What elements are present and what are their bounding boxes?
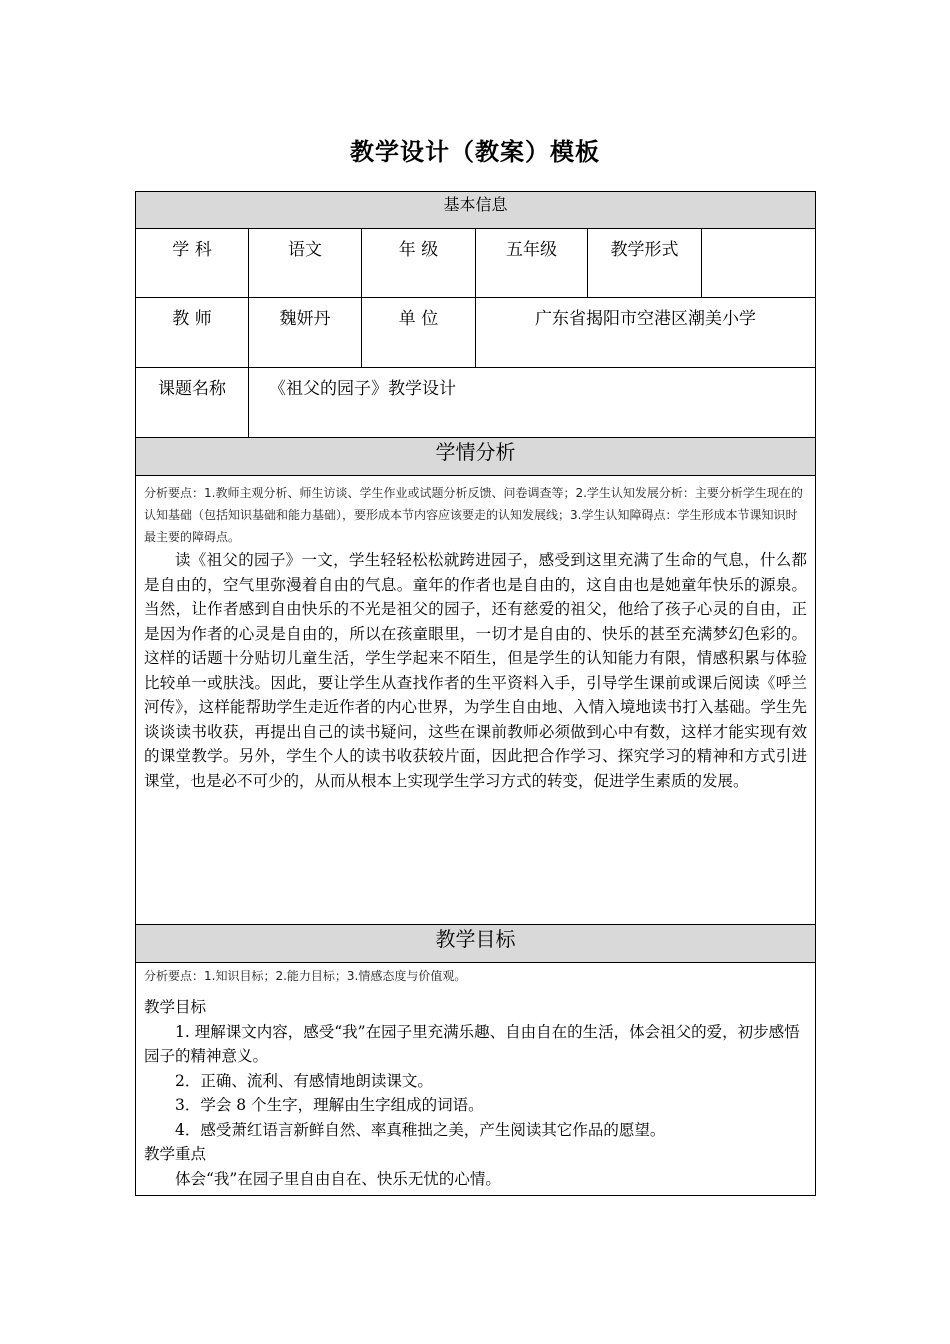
form-value — [702, 229, 815, 235]
form-value-cell — [702, 229, 816, 298]
grade-label-cell — [362, 229, 476, 298]
unit-value: 广东省揭阳市空港区潮美小学 — [535, 309, 757, 329]
teacher-label: 教 师 — [172, 309, 212, 329]
analysis-note: 分析要点：1.教师主观分析、师生访谈、学生作业或试题分析反馈、问卷调查等；2.学生认知发展分析：主要分析学生现在的认知基础（包括知识基础和能力基础），要形成本节内容应该要走的认知发展线；3.学生认知障碍点：学生形成本节课知识时最主要的障碍点。 — [144, 486, 803, 544]
goal-item-4: 4．感受萧红语言新鲜自然、率真稚拙之美，产生阅读其它作品的愿望。 — [175, 1120, 666, 1139]
lesson-plan-table — [135, 191, 816, 1196]
focus-text: 体会“我”在园子里自由自在、快乐无忧的心情。 — [175, 1169, 501, 1188]
goal-item-2: 2．正确、流利、有感情地朗读课文。 — [175, 1071, 433, 1090]
unit-label-cell — [362, 298, 476, 368]
goal-item-3: 3．学会 8 个生字，理解由生字组成的词语。 — [175, 1096, 484, 1114]
objectives-content — [136, 963, 816, 1196]
objectives-header: 教学目标 — [136, 925, 816, 963]
teacher-value: 魏妍丹 — [279, 309, 331, 329]
grade-value-cell — [476, 229, 588, 298]
grade-label: 年 级 — [398, 240, 439, 260]
objectives-note: 分析要点：1.知识目标；2.能力目标；3.情感态度与价值观。 — [144, 969, 467, 983]
analysis-content — [136, 476, 816, 925]
focus-title: 教学重点 — [144, 1145, 207, 1163]
topic-value: 《祖父的园子》教学设计 — [269, 379, 456, 399]
basic-info-header: 基本信息 — [136, 192, 816, 229]
analysis-header: 学情分析 — [136, 438, 816, 476]
grade-value: 五年级 — [506, 240, 557, 260]
subject-label: 学 科 — [172, 240, 212, 260]
goal-item-1: 1. 理解课文内容，感受“我”在园子里充满乐趣、自由自在的生活，体会祖父的爱，初步感悟园子的精神意义。 — [144, 1022, 800, 1065]
analysis-body: 读《祖父的园子》一文，学生轻轻松松就跨进园子，感受到这里充满了生命的气息，什么都是自由的，空气里弥漫着自由的气息。童年的作者也是自由的，这自由也是她童年快乐的源泉。当然，让作者感到自由快乐的不光是祖父的园子，还有慈爱的祖父，他给了孩子心灵的自由，正是因为作者的心灵是自由的，所以在孩童眼里，一切才是自由的、快乐的甚至充满梦幻色彩的。这样的话题十分贴切儿童生活，学生学起来不陌生，但是学生的认知能力有限，情感积累与体验比较单一或肤浅。因此，要让学生从查找作者的生平资料入手，引导学生课前或课后阅读《呼兰河传》，这样能帮助学生走近作者的内心世界，为学生自由地、入情入境地读书打入基础。学生先谈谈读书收获，再提出自己的读书疑问，这些在课前教师必须做到心中有数，这样才能实现有效的课堂教学。另外，学生个人的读书收获较片面，因此把合作学习、探究学习的精神和方式引进课堂，也是必不可少的，从而从根本上实现学生学习方式的转变，促进学生素质的发展。 — [144, 551, 808, 790]
subject-value: 语文 — [288, 240, 322, 260]
topic-value-cell — [249, 368, 816, 438]
goals-title: 教学目标 — [144, 998, 207, 1016]
topic-label: 课题名称 — [158, 379, 226, 399]
form-label: 教学形式 — [610, 240, 679, 260]
form-label-cell — [588, 229, 702, 298]
teacher-value-cell — [249, 298, 362, 368]
topic-label-cell — [136, 368, 249, 438]
page-title: 教学设计（教案）模板 — [350, 138, 600, 166]
subject-label-cell — [136, 229, 249, 298]
subject-value-cell — [249, 229, 362, 298]
unit-label: 单 位 — [398, 309, 439, 329]
unit-value-cell — [476, 298, 816, 368]
teacher-label-cell — [136, 298, 249, 368]
